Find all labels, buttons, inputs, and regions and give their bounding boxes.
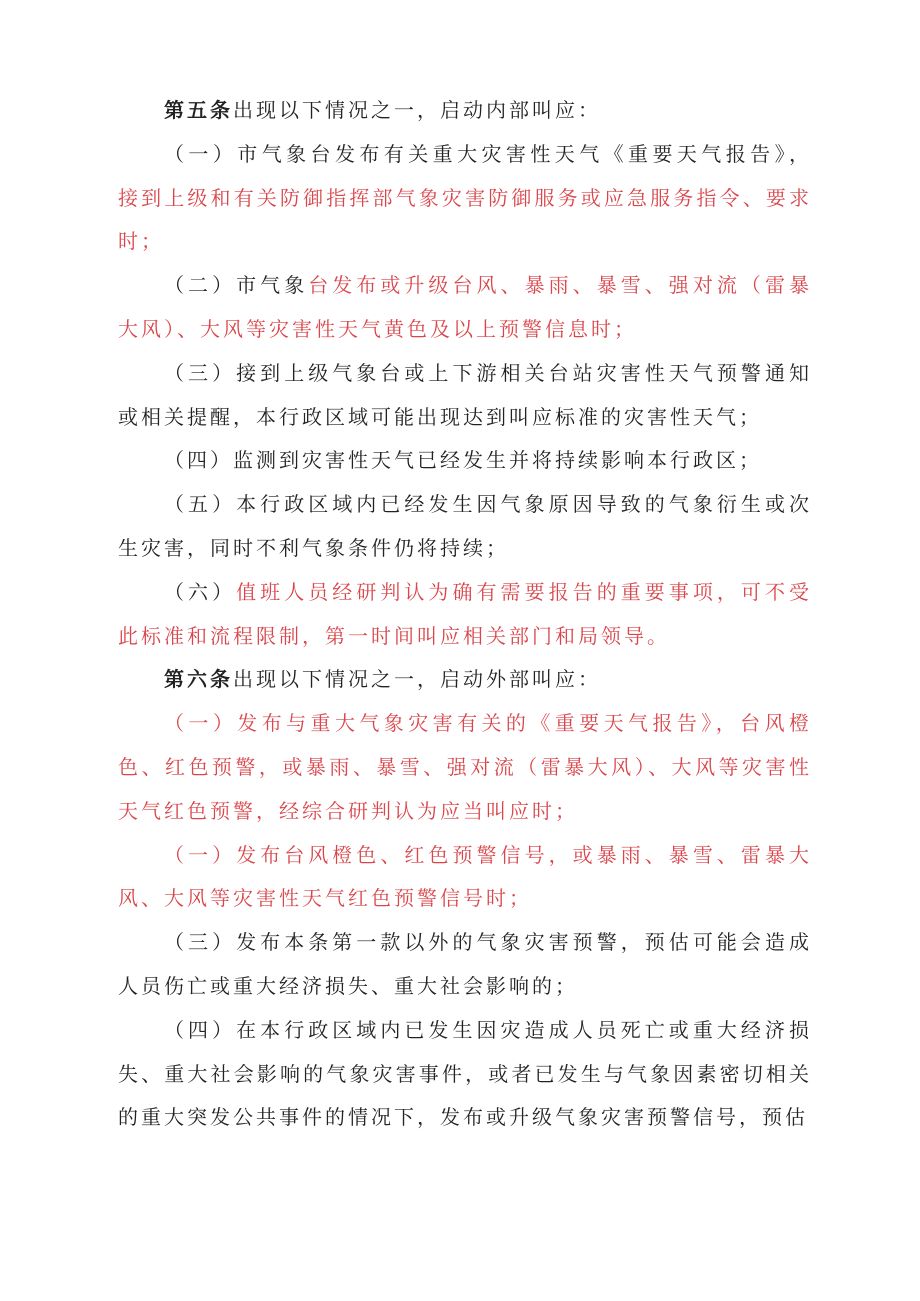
text-line: [118, 220, 812, 264]
paragraph: [118, 571, 812, 659]
text-run: （一）市气象台发布有关重大灾害性天气《重要天气报告》，: [164, 141, 812, 166]
highlighted-text: （一）发布与重大气象灾害有关的《重要天气报告》，台风橙: [164, 711, 812, 736]
text-run: （三）发布本条第一款以外的气象灾害预警，预估可能会造成: [164, 930, 812, 955]
paragraph: [118, 133, 812, 264]
text-run: 失、重大社会影响的气象灾害事件，或者已发生与气象因素密切相关: [118, 1061, 812, 1086]
text-line: [118, 177, 812, 221]
paragraph: [118, 483, 812, 571]
article-number: 第五条: [164, 98, 233, 122]
paragraph: [118, 264, 812, 352]
paragraph: [118, 1009, 812, 1140]
text-run: （五）本行政区域内已经发生因气象原因导致的气象衍生或次: [164, 492, 812, 517]
text-run: 出现以下情况之一，启动外部叫应：: [233, 667, 601, 692]
highlighted-text: 风、大风等灾害性天气红色预警信号时；: [118, 886, 532, 911]
article-number: 第六条: [164, 667, 233, 692]
text-line: [118, 965, 812, 1009]
text-line: [118, 921, 812, 965]
highlighted-text: （一）发布台风橙色、红色预警信号，或暴雨、暴雪、雷暴大: [164, 842, 812, 867]
text-line: [118, 1053, 812, 1097]
text-line: [118, 658, 812, 702]
text-line: [118, 396, 812, 440]
text-run: 人员伤亡或重大经济损失、重大社会影响的；: [118, 973, 578, 998]
text-line: [118, 264, 812, 308]
highlighted-text: 色、红色预警，或暴雨、暴雪、强对流（雷暴大风）、大风等灾害性: [118, 754, 812, 779]
highlighted-text: 大风）、大风等灾害性天气黄色及以上预警信息时；: [118, 316, 637, 341]
highlighted-text: 接到上级和有关防御指挥部气象灾害防御服务或应急服务指令、要求: [118, 185, 812, 210]
paragraph: [118, 834, 812, 922]
text-run: （二）市气象: [164, 273, 309, 298]
text-line: [118, 702, 812, 746]
text-run: 出现以下情况之一，启动内部叫应：: [233, 98, 601, 122]
text-line: [118, 439, 812, 483]
highlighted-text: 天气红色预警，经综合研判认为应当叫应时；: [118, 798, 578, 823]
highlighted-text: 台发布或升级台风、暴雨、暴雪、强对流（雷暴: [308, 273, 812, 298]
text-run: 生灾害，同时不利气象条件仍将持续；: [118, 535, 509, 560]
paragraph: [118, 439, 812, 483]
highlighted-text: 值班人员经研判认为确有需要报告的重要事项，可不受: [236, 579, 812, 604]
paragraph: [118, 702, 812, 833]
text-run: （三）接到上级气象台或上下游相关台站灾害性天气预警通知: [164, 360, 812, 385]
text-line: [118, 483, 812, 527]
text-line: [118, 615, 812, 659]
text-line: [118, 1096, 812, 1140]
text-run: 或相关提醒，本行政区域可能出现达到叫应标准的灾害性天气；: [118, 404, 762, 429]
highlighted-text: 此标准和流程限制，第一时间叫应相关部门和局领导。: [118, 623, 670, 648]
text-line: [118, 877, 812, 921]
text-run: （六）: [164, 579, 237, 604]
text-line: [118, 1009, 812, 1053]
paragraph: [118, 89, 812, 133]
document-body: [118, 89, 812, 1140]
text-run: （四）在本行政区域内已发生因灾造成人员死亡或重大经济损: [164, 1017, 812, 1042]
text-line: [118, 133, 812, 177]
highlighted-text: 时；: [118, 229, 164, 254]
text-run: （四）监测到灾害性天气已经发生并将持续影响本行政区；: [164, 448, 762, 473]
text-line: [118, 352, 812, 396]
text-run: 的重大突发公共事件的情况下，发布或升级气象灾害预警信号，预估: [118, 1105, 808, 1130]
paragraph: [118, 658, 812, 702]
text-line: [118, 527, 812, 571]
paragraph: [118, 921, 812, 1009]
text-line: [118, 89, 812, 133]
text-line: [118, 571, 812, 615]
paragraph: [118, 352, 812, 440]
text-line: [118, 790, 812, 834]
text-line: [118, 746, 812, 790]
text-line: [118, 308, 812, 352]
text-line: [118, 834, 812, 878]
